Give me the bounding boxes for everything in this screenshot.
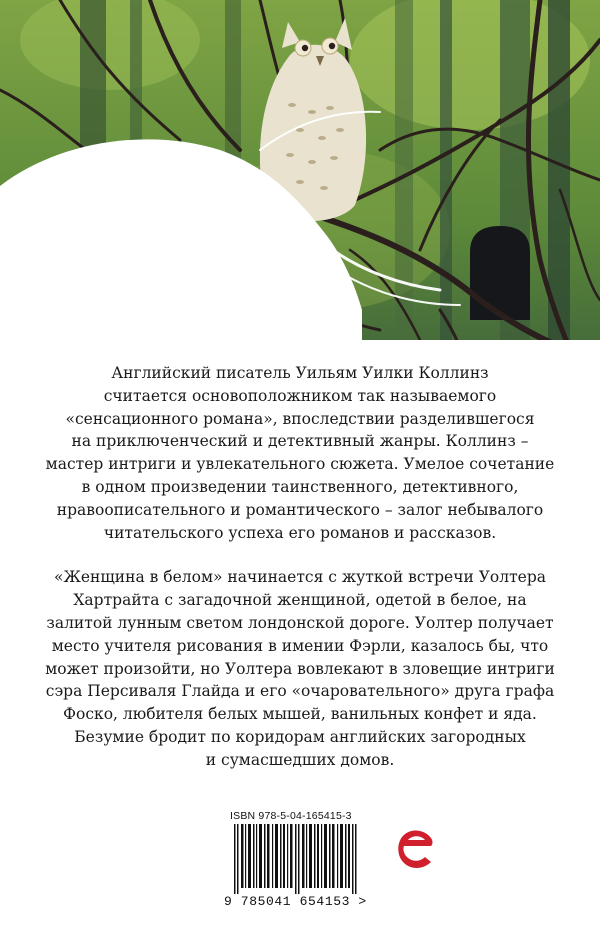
text-line: Безумие бродит по коридорам английских загородных	[74, 727, 526, 746]
text-line: место учителя рисования в имении Фэрли, казалось бы, что	[51, 636, 549, 655]
text-line: может произойти, но Уолтера вовлекают в зловещие интриги	[45, 659, 555, 678]
text-line: считается основоположником так называемого	[103, 386, 497, 405]
text-line: в одном произведении таинственного, детективного,	[81, 477, 519, 496]
text-line: нравоописательного и романтического – залог небывалого	[56, 500, 544, 519]
text-line: Английский писатель Уильям Уилки Коллинз	[111, 364, 489, 382]
text-line: на приключенческий и детективный жанры. Коллинз –	[71, 432, 529, 451]
forest-owl-illustration	[0, 0, 600, 400]
text-line: «Женщина в белом» начинается с жуткой встречи Уолтера	[53, 568, 546, 587]
text-line: залитой лунным светом лондонской дороге. Уолтер получает	[46, 613, 554, 632]
annotation-paragraph-author	[30, 362, 570, 544]
text-line: Хартрайта с загадочной женщиной, одетой в белое, на	[73, 591, 527, 610]
text-line: Фоско, любителя белых мышей, ванильных конфет и яда.	[63, 705, 537, 724]
barcode-bars	[232, 824, 362, 894]
text-line: читательского успеха его романов и рассказов.	[103, 523, 497, 542]
barcode-digits: 9 785041 654153 >	[224, 894, 367, 909]
text-line: «сенсационного романа», впоследствии разделившегося	[65, 409, 535, 428]
isbn-label: ISBN 978-5-04-165415-3	[230, 810, 352, 822]
text-line: мастер интриги и увлекательного сюжета. Умелое сочетание	[45, 455, 555, 474]
publisher-logo	[391, 822, 443, 874]
text-line: и сумасшедших домов.	[205, 750, 395, 769]
book-annotation	[30, 362, 570, 772]
isbn-barcode	[224, 808, 370, 914]
text-line: сэра Персиваля Глайда и его «очаровательного» друга графа	[45, 682, 555, 701]
annotation-paragraph-plot	[30, 566, 570, 771]
